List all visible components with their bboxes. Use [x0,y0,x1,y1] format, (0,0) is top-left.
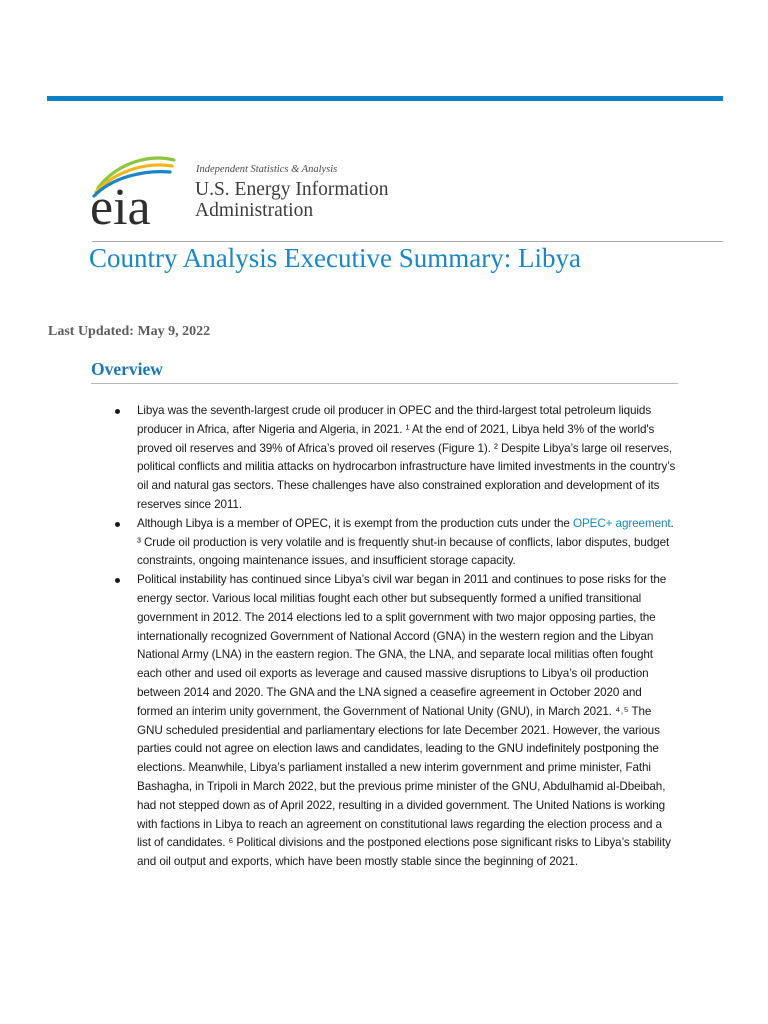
eia-logo-icon [88,152,188,228]
bullet-text-before: Although Libya is a member of OPEC, it is exempt from the production cuts under the [137,516,573,530]
logo-tagline: Independent Statistics & Analysis [196,164,338,175]
bullet-dot-icon [115,409,120,414]
logo-letters: eia [90,179,151,228]
last-updated: Last Updated: May 9, 2022 [48,324,211,339]
overview-bullet-list [0,402,768,872]
section-heading-overview: Overview [91,359,163,379]
header-accent-bar [47,96,723,101]
title-divider [92,241,723,242]
agency-name-line1: U.S. Energy Information [195,179,389,200]
bullet-dot-icon [115,522,120,527]
section-divider [91,383,678,384]
bullet-text: Libya was the seventh-largest crude oil producer in OPEC and the third-largest total petroleum liquids producer in Africa, after Nigeria and Algeria, in 2021. ¹ At the end of 2021, Libya held 3% of the world's proved oil reserves and 39% of Africa’s proved oil reserves (Figure 1). ² Despite Libya’s large oil reserves, political conflicts and militia attacks on hydrocarbon infrastructure have limited investments in the country’s oil and natural gas sectors. These challenges have also constrained exploration and development of its reserves since 2011. [137,404,679,511]
bullet-text-after: . ³ Crude oil production is very volatile and is frequently shut-in because of conflicts, labor disputes, budget constraints, ongoing maintenance issues, and insufficient storage capacity. [137,516,674,568]
bullet-text: Political instability has continued since Libya’s civil war began in 2011 and continues to pose risks for the energy sector. Various local militias fought each other but subsequently formed a unified transitional government in 2012. The 2014 elections led to a split government with two major opposing parties, the internationally recognized Government of National Accord (GNA) in the western region and the Libyan National Army (LNA) in the eastern region. The GNA, the LNA, and separate local militias often fought each other and used oil exports as leverage and caused massive disruptions to Libya’s oil production between 2014 and 2020. The GNA and the LNA signed a ceasefire agreement in October 2020 and formed an interim unity government, the Government of National Unity (GNU), in March 2021. ⁴˒⁵ The GNU scheduled presidential and parliamentary elections for late December 2021. However, the various parties could not agree on election laws and candidates, leading to the GNU indefinitely postponing the elections. Meanwhile, Libya’s parliament installed a new interim government and prime minister, Fathi Bashagha, in Tripoli in March 2022, but the previous prime minister of the GNU, Abdulhamid al-Dbeibah, had not stepped down as of April 2022, resulting in a divided government. The United Nations is working with factions in Libya to reach an agreement on constitutional laws regarding the election process and a list of candidates. ⁶ Political divisions and the postponed elections pose significant risks to Libya’s stability and oil output and exports, which have been mostly stable since the beginning of 2021. [137,573,674,869]
bullet-dot-icon [115,578,120,583]
bullet-item-3 [137,571,677,872]
eia-logo[interactable] [88,152,418,230]
opec-agreement-link[interactable]: OPEC+ agreement [572,516,671,530]
agency-name [195,179,389,221]
page-title: Country Analysis Executive Summary: Libya [89,243,581,273]
agency-name-line2: Administration [195,200,314,221]
bullet-item-1 [137,402,677,515]
bullet-item-2 [137,515,677,571]
